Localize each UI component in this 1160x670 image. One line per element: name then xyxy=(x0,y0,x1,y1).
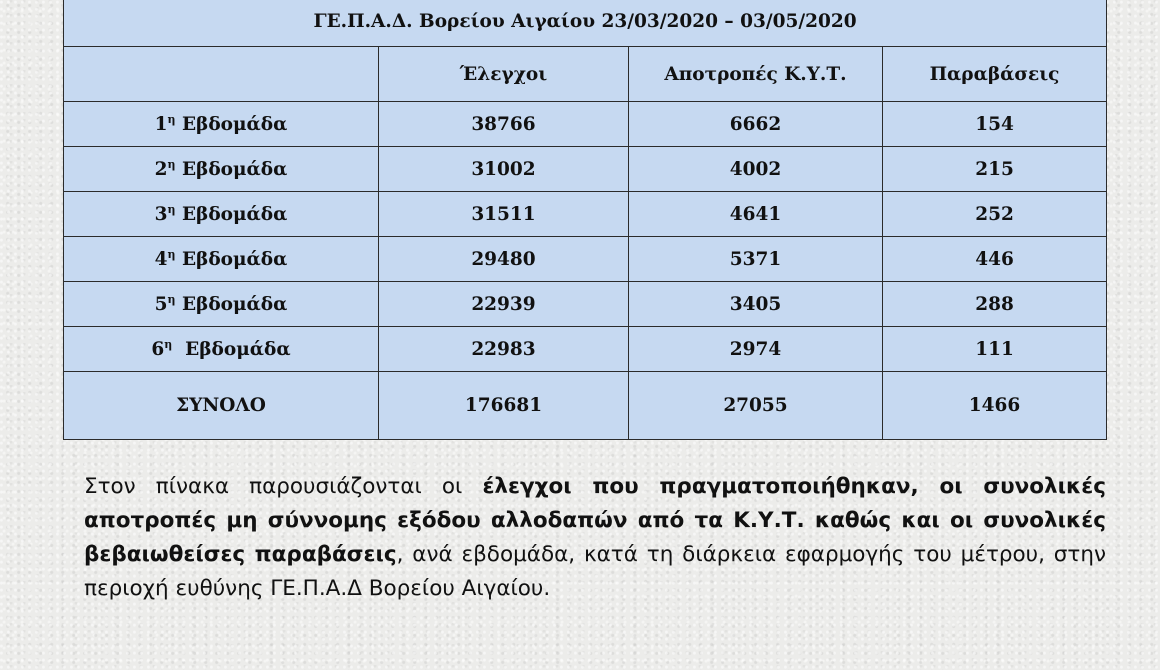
week-number: 4 xyxy=(154,248,168,270)
week-label xyxy=(64,327,379,372)
week-number: 3 xyxy=(154,203,168,225)
total-deterrences: 27055 xyxy=(629,372,883,440)
total-checks: 176681 xyxy=(379,372,629,440)
table-header-row xyxy=(64,47,1107,102)
paragraph-emphasis: έλεγχοι που πραγματοποιήθηκαν, οι συνολικές αποτροπές μη σύννομης εξόδου αλλοδαπών από τα Κ.Υ.Τ. καθώς και οι συνολικές βεβαιωθείσες παραβάσεις xyxy=(84,474,1107,567)
table-total-row xyxy=(64,372,1107,440)
checks-cell: 31511 xyxy=(379,192,629,237)
deterrences-cell: 4002 xyxy=(629,147,883,192)
week-number: 1 xyxy=(154,113,168,135)
week-label xyxy=(64,102,379,147)
table-row xyxy=(64,102,1107,147)
week-word: Εβδομάδα xyxy=(181,158,288,180)
week-label xyxy=(64,282,379,327)
deterrences-cell: 2974 xyxy=(629,327,883,372)
header-deterrences: Αποτροπές Κ.Υ.Τ. xyxy=(629,47,883,102)
week-word: Εβδομάδα xyxy=(181,293,288,315)
week-label xyxy=(64,237,379,282)
header-violations: Παραβάσεις xyxy=(883,47,1107,102)
checks-cell: 38766 xyxy=(379,102,629,147)
week-label xyxy=(64,147,379,192)
table-row xyxy=(64,192,1107,237)
week-word: Εβδομάδα xyxy=(181,203,288,225)
week-number: 6 xyxy=(151,338,165,360)
header-empty xyxy=(64,47,379,102)
week-ordinal: η xyxy=(167,157,176,171)
statistics-table xyxy=(63,0,1107,440)
description-paragraph xyxy=(84,470,1106,606)
violations-cell: 215 xyxy=(883,147,1107,192)
checks-cell: 31002 xyxy=(379,147,629,192)
table-row xyxy=(64,282,1107,327)
week-label xyxy=(64,192,379,237)
violations-cell: 446 xyxy=(883,237,1107,282)
week-word: Εβδομάδα xyxy=(181,113,288,135)
week-word: Εβδομάδα xyxy=(181,248,288,270)
table-row xyxy=(64,327,1107,372)
total-label: ΣΥΝΟΛΟ xyxy=(64,372,379,440)
deterrences-cell: 6662 xyxy=(629,102,883,147)
violations-cell: 252 xyxy=(883,192,1107,237)
checks-cell: 22983 xyxy=(379,327,629,372)
week-ordinal: η xyxy=(167,202,176,216)
week-number: 2 xyxy=(154,158,168,180)
checks-cell: 29480 xyxy=(379,237,629,282)
week-ordinal: η xyxy=(167,247,176,261)
table-title-row xyxy=(64,0,1107,47)
paragraph-outro: , ανά εβδομάδα, κατά τη διάρκεια εφαρμογής του μέτρου, στην περιοχή ευθύνης ΓΕ.Π.Α.Δ Βορείου Αιγαίου. xyxy=(84,542,1107,601)
week-ordinal: η xyxy=(167,112,176,126)
deterrences-cell: 3405 xyxy=(629,282,883,327)
table-title: ΓΕ.Π.Α.Δ. Βορείου Αιγαίου 23/03/2020 – 03/05/2020 xyxy=(64,0,1107,47)
paragraph-intro: Στον πίνακα παρουσιάζονται οι xyxy=(84,474,483,499)
week-number: 5 xyxy=(154,293,168,315)
checks-cell: 22939 xyxy=(379,282,629,327)
deterrences-cell: 4641 xyxy=(629,192,883,237)
table-row xyxy=(64,147,1107,192)
week-ordinal: η xyxy=(164,337,173,351)
week-word: Εβδομάδα xyxy=(185,338,291,360)
total-violations: 1466 xyxy=(883,372,1107,440)
deterrences-cell: 5371 xyxy=(629,237,883,282)
week-ordinal: η xyxy=(167,292,176,306)
violations-cell: 288 xyxy=(883,282,1107,327)
header-checks: Έλεγχοι xyxy=(379,47,629,102)
table-row xyxy=(64,237,1107,282)
violations-cell: 111 xyxy=(883,327,1107,372)
violations-cell: 154 xyxy=(883,102,1107,147)
